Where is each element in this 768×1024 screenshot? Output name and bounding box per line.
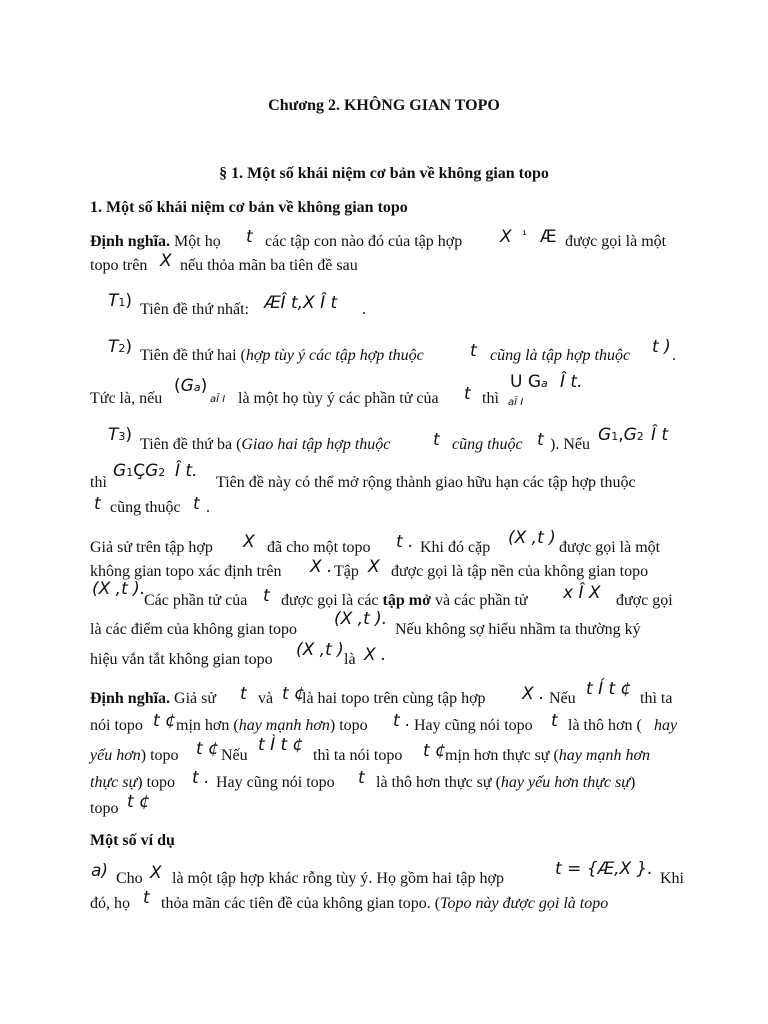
math-x: X <box>160 251 172 271</box>
subsection-title: 1. Một số khái niệm cơ bản về không gian topo <box>90 199 408 216</box>
math-x: X <box>500 227 512 247</box>
definition-2-line-1: Định nghĩa. Giả sử <box>90 690 217 707</box>
bold-term-open-set: tập mở <box>382 592 431 609</box>
definition-label: Định nghĩa. <box>90 233 171 250</box>
chapter-title: Chương 2. KHÔNG GIAN TOPO <box>268 97 500 114</box>
math-tau: t <box>246 227 253 247</box>
axiom-2-text: Tiên đề thứ hai (hợp tùy ý các tập hợp thuộc <box>140 347 424 364</box>
axiom-1-label: T1) <box>108 291 133 311</box>
math-neq: ¹ <box>522 228 527 242</box>
example-a-label: a) <box>91 861 109 881</box>
examples-title: Một số ví dụ <box>90 832 175 849</box>
axiom-3-text: Tiên đề thứ ba (Giao hai tập hợp thuộc <box>140 436 391 453</box>
axiom-1-text: Tiên đề thứ nhất: <box>140 301 249 318</box>
math-intersection: G1ÇG2 <box>113 461 166 481</box>
math-union: U Ga <box>510 372 548 392</box>
definition-1-line-1: Định nghĩa. Một họ <box>90 233 221 250</box>
axiom-3-label: T3) <box>108 425 133 445</box>
math-trivial-topology: t = {Æ,X }. <box>555 859 653 879</box>
axiom-2-label: T2) <box>108 337 133 357</box>
para-1-line-1: Giả sử trên tập hợp <box>90 539 213 556</box>
math-g1-g2: G1,G2 <box>598 425 644 445</box>
section-title: § 1. Một số khái niệm cơ bản về không gian topo <box>219 165 549 182</box>
axiom-1-math: ÆÎ t,X Î t <box>264 293 338 313</box>
math-empty: Æ <box>540 227 557 247</box>
document-page: Chương 2. KHÔNG GIAN TOPO § 1. Một số khái niệm cơ bản về không gian topo 1. Một số khái niệm cơ bản về không gian topo Định nghĩa. Một họ t các tập con nào đó của tập hợp X ¹ Æ được gọi là một topo trên X nếu thỏa mãn ba tiên đề sau T1) Tiên đề thứ nhất: ÆÎ t,X Î t . T2) Tiên đề thứ hai (hợp tùy ý các tập hợp thuộc t cũng là tập hợp thuộc t ) . Tức là, nếu (Ga) aÎ I là một họ tùy ý các phần tử của t thì U Ga Î t. aÎ I T3) Tiên đề thứ ba (Giao hai tập hợp thuộc t cũng thuộc t ). Nếu G1,G2 Î t thì G1ÇG2 Î t. Tiên đề này có thể mở rộng thành giao hữu hạn các tập hợp thuộc t cũng thuộc t . Giả sử trên tập hợp X đã cho một topo t . Khi đó cặp (X ,t ) được gọi là một không gian topo xác định trên X . Tập X được gọi là tập nền của không gian topo (X ,t ). Các phần tử của t được gọi là các tập mở và các phần tử x Î X được gọi là các điểm của không gian topo (X ,t ). Nếu không sợ hiểu nhầm ta thường ký hiệu vắn tắt không gian topo (X ,t ) là X . Định nghĩa. Giả sử t và t ¢ là hai topo trên cùng tập hợp X . Nếu t Í t ¢ thì ta nói topo t ¢ mịn hơn (hay mạnh hơn) topo t . Hay cũng nói topo t là thô hơn ( hay yếu hơn) topo t ¢ Nếu t Ì t ¢ thì ta nói topo t ¢ mịn hơn thực sự (hay mạnh hơn thực sự) topo t . Hay cũng nói topo t là thô hơn thực sự (hay yếu hơn thực sự) topo t ¢ Một số ví dụ a) Cho X là một tập hợp khác rỗng tùy ý. Họ gồm hai tập hợp t = {Æ,X }. Khi đó, họ t thỏa mãn các tiên đề của không gian topo. (Topo này được gọi là topo <box>0 0 768 1024</box>
math-family: (Ga) <box>174 376 208 396</box>
